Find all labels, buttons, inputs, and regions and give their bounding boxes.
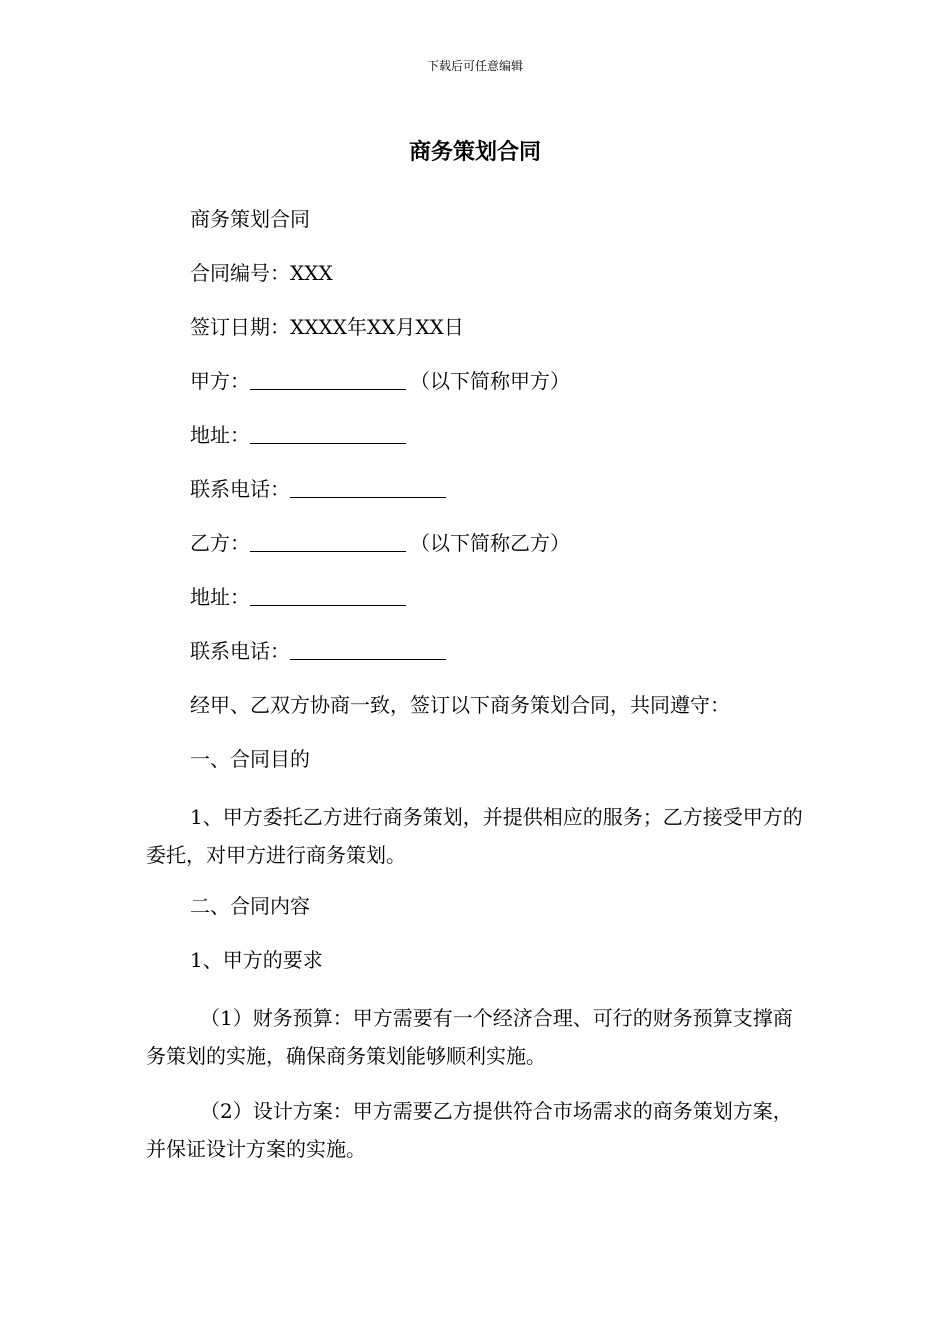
party-b-phone-line xyxy=(146,636,806,666)
section-1-item-1: 1、甲方委托乙方进行商务策划，并提供相应的服务；乙方接受甲方的委托，对甲方进行商务策划。 xyxy=(146,805,803,867)
party-a-line xyxy=(146,366,806,396)
section-2-item-1: （1）财务预算：甲方需要有一个经济合理、可行的财务预算支撑商务策划的实施，确保商务策划能够顺利实施。 xyxy=(146,1006,793,1068)
party-a-address-blank xyxy=(250,423,406,444)
party-b-line xyxy=(146,528,806,558)
party-a-phone-label: 联系电话： xyxy=(190,477,290,501)
document-title: 商务策划合同 xyxy=(408,140,541,165)
party-b-label: 乙方： xyxy=(190,531,250,555)
signing-date-line: 签订日期：XXXX年XX月XX日 xyxy=(190,315,464,339)
party-a-blank xyxy=(250,369,406,390)
party-b-phone-blank xyxy=(290,639,446,660)
party-a-suffix: （以下简称甲方） xyxy=(410,369,570,393)
party-b-address-label: 地址： xyxy=(190,585,250,609)
party-a-phone-blank xyxy=(290,477,446,498)
party-b-suffix: （以下简称乙方） xyxy=(410,531,570,555)
section-2-subheading-1: 1、甲方的要求 xyxy=(190,948,323,972)
download-note: 下载后可任意编辑 xyxy=(426,59,523,73)
party-a-label: 甲方： xyxy=(190,369,250,393)
party-b-blank xyxy=(250,531,406,552)
party-b-address-blank xyxy=(250,585,406,606)
section-2-item-2: （2）设计方案：甲方需要乙方提供符合市场需求的商务策划方案，并保证设计方案的实施。 xyxy=(146,1099,793,1161)
party-a-address-line xyxy=(146,420,806,450)
preamble-paragraph: 经甲、乙双方协商一致，签订以下商务策划合同，共同遵守： xyxy=(190,693,730,717)
section-2-heading: 二、合同内容 xyxy=(190,894,310,918)
contract-heading: 商务策划合同 xyxy=(190,207,310,231)
contract-body xyxy=(146,204,806,1192)
section-1-heading: 一、合同目的 xyxy=(190,747,310,771)
contract-number-line: 合同编号：XXX xyxy=(190,261,333,285)
party-b-phone-label: 联系电话： xyxy=(190,639,290,663)
party-a-address-label: 地址： xyxy=(190,423,250,447)
party-a-phone-line xyxy=(146,474,806,504)
party-b-address-line xyxy=(146,582,806,612)
